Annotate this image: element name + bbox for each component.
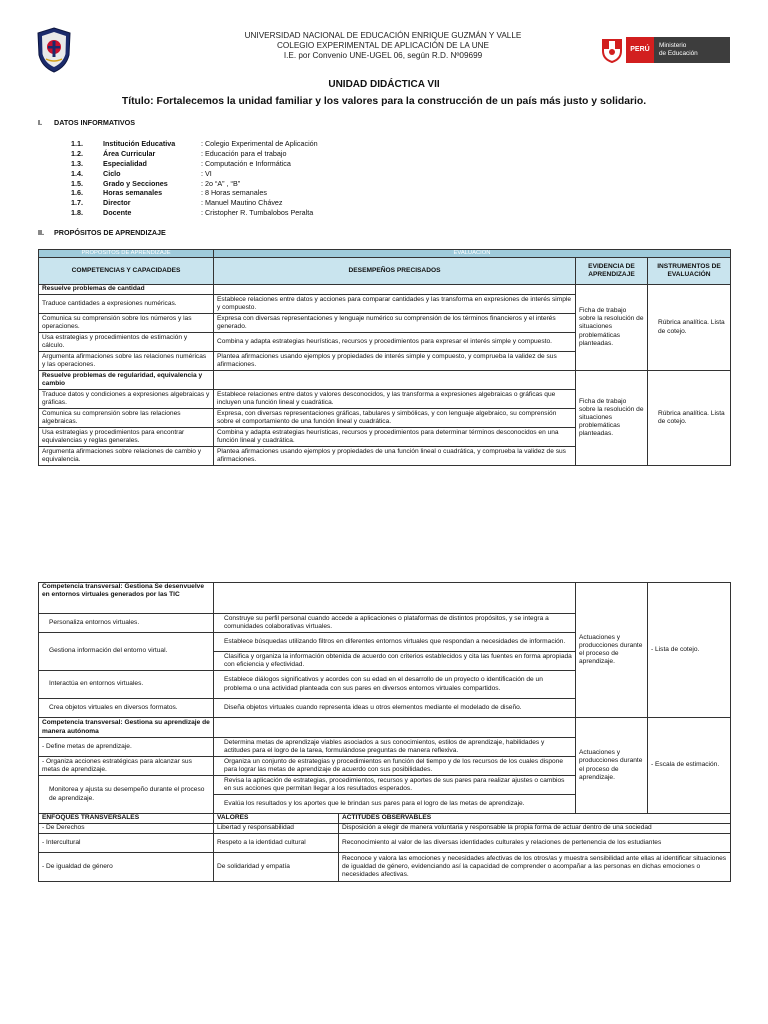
evidencia-cell: Ficha de trabajo sobre la resolución de situaciones problemáticas planteadas. [576, 285, 648, 371]
section-2-heading [38, 228, 166, 237]
datos-number: 1.2. [71, 148, 83, 158]
section-1-number: I. [38, 118, 42, 127]
enfoque-cell: - Intercultural [39, 834, 214, 853]
datos-number: 1.8. [71, 208, 83, 218]
peru-label: PERÚ [626, 37, 654, 63]
performance-cell: Organiza un conjunto de estrategias y procedimientos en función del tiempo y de los recursos de los cuales dispone para lograr las metas de aprendizaje de acuerdo con sus posibilidades. [214, 757, 576, 776]
datos-value: : Educación para el trabajo [201, 148, 287, 158]
performance-cell: Diseña objetos virtuales cuando representa ideas u otros elementos mediante el modelado de diseño. [214, 699, 576, 718]
capacity-cell: Monitorea y ajusta su desempeño durante el proceso de aprendizaje. [39, 776, 214, 814]
ministry-logo [600, 37, 730, 63]
section-1-title: DATOS INFORMATIVOS [54, 118, 136, 127]
university-seal-logo [36, 27, 72, 73]
col-valores: VALORES [214, 814, 339, 824]
section-2-number: II. [38, 228, 44, 237]
capacity-cell: Argumenta afirmaciones sobre las relaciones numéricas y las operaciones. [39, 352, 214, 371]
performance-cell: Combina y adapta estrategias heurísticas, recursos y procedimientos para determinar términos desconocidos en una función lineal y cuadrática. [214, 428, 576, 447]
performance-cell: Evalúa los resultados y los aportes que le brindan sus pares para el logro de las metas de aprendizaje. [214, 795, 576, 814]
competence-title: Competencia transversal: Gestiona su aprendizaje de manera autónoma [39, 718, 214, 738]
datos-row [71, 208, 461, 218]
unit-title: UNIDAD DIDÁCTICA VII [328, 79, 440, 90]
datos-value: : Colegio Experimental de Aplicación [201, 139, 318, 148]
datos-informativos-list [71, 139, 461, 218]
empty-cell [214, 285, 576, 295]
datos-value: : Manuel Mautino Chávez [201, 198, 283, 208]
datos-key: Ciclo [103, 168, 121, 178]
capacity-cell: - Define metas de aprendizaje. [39, 738, 214, 757]
datos-row [71, 179, 461, 189]
col-competencias: COMPETENCIAS Y CAPACIDADES [39, 258, 214, 285]
enfoque-cell: - De Derechos [39, 824, 214, 834]
capacity-cell: - Organiza acciones estratégicas para alcanzar sus metas de aprendizaje. [39, 757, 214, 776]
col-actitudes: ACTITUDES OBSERVABLES [339, 814, 731, 824]
capacity-cell: Interactúa en entornos virtuales. [39, 671, 214, 699]
competence-title: Competencia transversal: Gestiona Se desenvuelve en entornos virtuales generados por las TIC [39, 583, 214, 614]
datos-row [71, 188, 461, 198]
datos-number: 1.4. [71, 168, 83, 178]
datos-key: Especialidad [103, 158, 147, 168]
datos-key: Institución Educativa [103, 139, 176, 148]
performance-cell: Plantea afirmaciones usando ejemplos y propiedades de interés simple y compuesto, y comprueba la validez de sus afirmaciones. [214, 352, 576, 371]
evidencia-cell: Actuaciones y producciones durante el proceso de aprendizaje. [576, 718, 648, 814]
performance-cell: Construye su perfil personal cuando accede a aplicaciones o plataformas de distintos propósitos, y se integra a comunidades colaborativas virtuales. [214, 614, 576, 633]
institution-header [150, 31, 616, 61]
valor-cell: De solidaridad y empatía [214, 853, 339, 882]
col-evidencia: EVIDENCIA DE APRENDIZAJE [576, 258, 648, 285]
datos-number: 1.5. [71, 178, 83, 188]
unit-subtitle: Título: Fortalecemos la unidad familiar y los valores para la construcción de un país más justo y solidario. [121, 96, 647, 107]
ministry-line-2: de Educación [659, 50, 698, 57]
datos-value: : 2o “A” , “B” [201, 178, 241, 188]
col-desempenos: DESEMPEÑOS PRECISADOS [214, 258, 576, 285]
datos-row [71, 139, 461, 149]
datos-key: Área Curricular [103, 148, 156, 158]
capacity-cell: Traduce cantidades a expresiones numéricas. [39, 295, 214, 314]
evidencia-cell: Ficha de trabajo sobre la resolución de situaciones problemáticas planteadas. [576, 371, 648, 466]
performance-cell: Establece relaciones entre datos y valores desconocidos, y las transforma a expresiones algebraicas o gráficas que incluyen una función lineal y cuadrática. [214, 390, 576, 409]
enfoque-cell: - De igualdad de género [39, 853, 214, 882]
datos-value: : Computación e Informática [201, 158, 291, 168]
group-title-row [39, 285, 731, 295]
datos-row [71, 169, 461, 179]
table-header-row [39, 258, 731, 285]
transversal-competencies-table [38, 582, 731, 882]
instrumentos-cell: Rúbrica analítica. Lista de cotejo. [648, 371, 731, 466]
ministry-line-1: Ministerio [659, 42, 687, 49]
university-name: UNIVERSIDAD NACIONAL DE EDUCACIÓN ENRIQUE GUZMÁN Y VALLE [244, 31, 522, 40]
datos-number: 1.7. [71, 198, 83, 208]
capacity-cell: Usa estrategias y procedimientos para encontrar equivalencias y reglas generales. [39, 428, 214, 447]
header-evaluacion: EVALUACIÓN [214, 250, 731, 258]
empty-cell [214, 583, 576, 614]
performance-cell: Determina metas de aprendizaje viables asociados a sus conocimientos, estilos de aprendizaje, habilidades y actitudes para el logro de la tarea, formulándose preguntas de manera reflexiva. [214, 738, 576, 757]
instrumentos-cell: - Lista de cotejo. [648, 583, 731, 718]
capacity-cell: Personaliza entornos virtuales. [39, 614, 214, 633]
capacity-cell: Comunica su comprensión sobre las relaciones algebraicas. [39, 409, 214, 428]
performance-cell: Combina y adapta estrategias heurísticas, recursos y procedimientos para expresar el interés simple y compuesto. [214, 333, 576, 352]
learning-purposes-table [38, 249, 731, 466]
enfoques-header-row [39, 814, 731, 824]
datos-number: 1.1. [71, 139, 83, 148]
empty-cell [214, 718, 576, 738]
datos-value: : Cristopher R. Tumbalobos Peralta [201, 208, 314, 218]
datos-row [71, 159, 461, 169]
empty-cell [214, 371, 576, 390]
performance-cell: Expresa, con diversas representaciones gráficas, tabulares y simbólicas, y con lenguaje algebraico, su comprensión sobre el comportamiento de una función lineal y cuadrática. [214, 409, 576, 428]
ministry-label [654, 37, 730, 63]
valor-cell: Respeto a la identidad cultural [214, 834, 339, 853]
datos-key: Horas semanales [103, 188, 163, 198]
instrumentos-cell: - Escala de estimación. [648, 718, 731, 814]
performance-cell: Plantea afirmaciones usando ejemplos y propiedades de una función lineal o cuadrática, y comprueba la validez de sus afirmaciones. [214, 447, 576, 466]
performance-cell: Clasifica y organiza la información obtenida de acuerdo con criterios establecidos y cita las fuentes en forma apropiada con eficiencia y efectividad. [214, 652, 576, 671]
section-2-title: PROPÓSITOS DE APRENDIZAJE [54, 228, 166, 237]
competence-title: Resuelve problemas de regularidad, equivalencia y cambio [39, 371, 214, 390]
group-title-row [39, 718, 731, 738]
section-1-heading [38, 118, 135, 127]
actitud-cell: Disposición a elegir de manera voluntaria y responsable la propia forma de actuar dentro de una sociedad [339, 824, 731, 834]
peru-shield-icon [600, 37, 624, 63]
datos-row [71, 149, 461, 159]
datos-key: Grado y Secciones [103, 178, 168, 188]
datos-value: : 8 Horas semanales [201, 188, 267, 198]
capacity-cell: Argumenta afirmaciones sobre relaciones de cambio y equivalencia. [39, 447, 214, 466]
enfoque-row [39, 853, 731, 882]
performance-cell: Establece diálogos significativos y acordes con su edad en el desarrollo de un proyecto o identificación de un problema o una actividad planteada con sus pares en diversos entornos virtuales compartidos. [214, 671, 576, 699]
capacity-cell: Usa estrategias y procedimientos de estimación y cálculo. [39, 333, 214, 352]
datos-key: Docente [103, 208, 132, 218]
valor-cell: Libertad y responsabilidad [214, 824, 339, 834]
capacity-cell: Gestiona información del entorno virtual. [39, 633, 214, 671]
actitud-cell: Reconocimiento al valor de las diversas identidades culturales y relaciones de pertenencia de los estudiantes [339, 834, 731, 853]
evidencia-cell: Actuaciones y producciones durante el proceso de aprendizaje. [576, 583, 648, 718]
header-propositos: PROPÓSITOS DE APRENDIZAJE [39, 250, 214, 258]
performance-cell: Establece búsquedas utilizando filtros en diferentes entornos virtuales que respondan a necesidades de información. [214, 633, 576, 652]
agreement-text: I.E. por Convenio UNE-UGEL 06, según R.D. Nº09699 [283, 51, 483, 60]
table-header-row [39, 250, 731, 258]
col-instrumentos: INSTRUMENTOS DE EVALUACIÓN [648, 258, 731, 285]
performance-cell: Expresa con diversas representaciones y lenguaje numérico su comprensión de los términos financieros y el interés generado. [214, 314, 576, 333]
datos-key: Director [103, 198, 131, 208]
enfoque-row [39, 824, 731, 834]
capacity-cell: Traduce datos y condiciones a expresiones algebraicas y gráficas. [39, 390, 214, 409]
capacity-cell: Crea objetos virtuales en diversos formatos. [39, 699, 214, 718]
competence-title: Resuelve problemas de cantidad [39, 285, 214, 295]
group-title-row [39, 371, 731, 390]
instrumentos-cell: Rúbrica analítica. Lista de cotejo. [648, 285, 731, 371]
group-title-row [39, 583, 731, 614]
school-name: COLEGIO EXPERIMENTAL DE APLICACIÓN DE LA UNE [276, 41, 490, 50]
performance-cell: Establece relaciones entre datos y acciones para comparar cantidades y las transforma en expresiones de interés simple y compuesto. [214, 295, 576, 314]
datos-row [71, 198, 461, 208]
datos-value: : VI [201, 168, 212, 178]
performance-cell: Revisa la aplicación de estrategias, procedimientos, recursos y aportes de sus pares para realizar ajustes o cambios en sus acciones que permitan llegar a los resultados esperados. [214, 776, 576, 795]
enfoque-row [39, 834, 731, 853]
datos-number: 1.6. [71, 188, 83, 198]
actitud-cell: Reconoce y valora las emociones y necesidades afectivas de los otros/as y muestra sensibilidad ante ellas al identificar situaciones de igualdad de género, evidenciando así la capacidad de comprender o acompañar a las personas en dichas emociones o necesidades afectivas. [339, 853, 731, 882]
datos-number: 1.3. [71, 158, 83, 168]
capacity-cell: Comunica su comprensión sobre los números y las operaciones. [39, 314, 214, 333]
col-enfoques: ENFOQUES TRANSVERSALES [39, 814, 214, 824]
